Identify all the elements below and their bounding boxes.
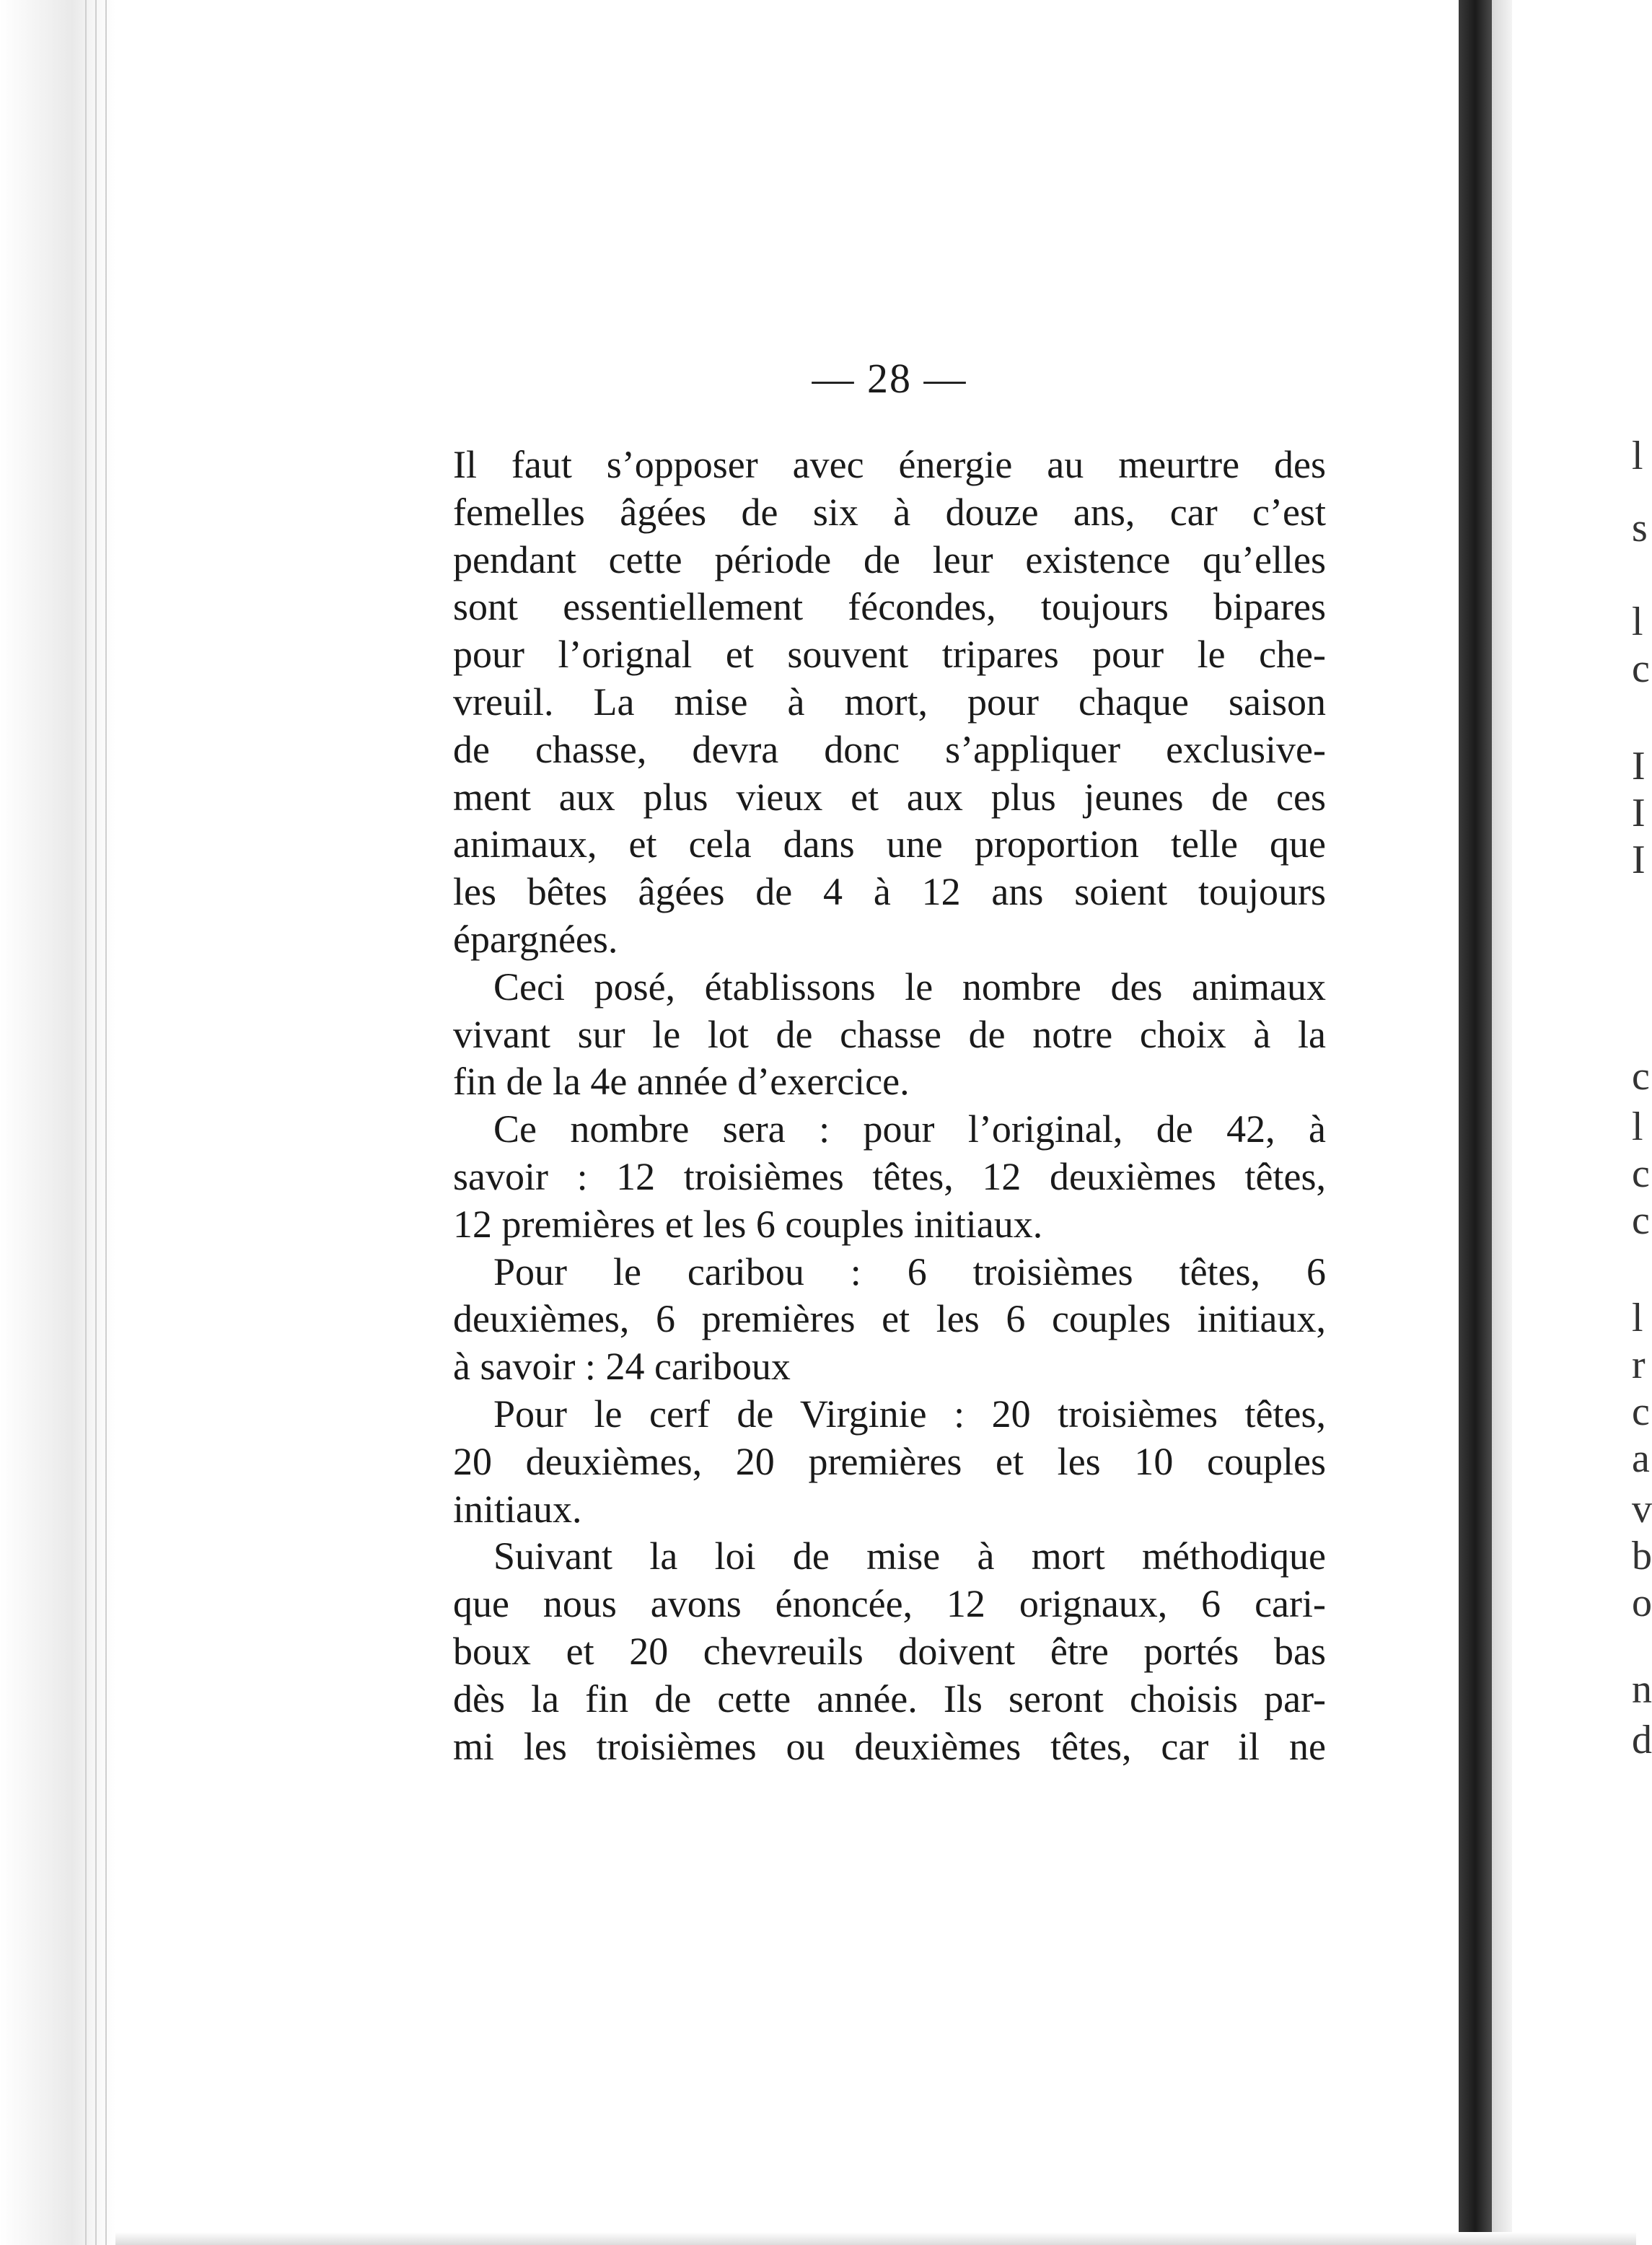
text-line: les bêtes âgées de 4 à 12 ans soient toujours [453,870,1326,914]
facing-page-fragment: l [1632,599,1643,644]
facing-page-fragment: I [1632,791,1646,835]
paragraph [453,441,1326,964]
paragraph [453,964,1326,1106]
text-line: vreuil. La mise à mort, pour chaque saison [453,680,1326,724]
paragraph [453,1249,1326,1391]
facing-page-fragment: c [1632,1151,1650,1196]
facing-page-fragment: d [1632,1718,1652,1762]
text-line: femelles âgées de six à douze ans, car c’est [453,490,1326,534]
text-line: savoir : 12 troisièmes têtes, 12 deuxièmes têtes, [453,1154,1326,1198]
facing-page-fragment: b [1632,1534,1652,1578]
facing-page-fragment: c [1632,1198,1650,1243]
facing-page-fragment: s [1632,506,1648,550]
text-line: épargnées. [453,917,618,961]
facing-page-fragment: a [1632,1436,1650,1481]
paragraph [453,1106,1326,1248]
page-content [453,353,1326,1770]
facing-page-fragment: I [1632,744,1646,788]
facing-page-fragment: r [1632,1343,1646,1387]
page-bottom-edge [115,2232,1636,2245]
facing-page-fragment: l [1632,1296,1643,1340]
text-line: ment aux plus vieux et aux plus jeunes de ces [453,775,1326,819]
facing-page-fragment: n [1632,1667,1652,1712]
gutter [1492,0,1512,2245]
text-line: de chasse, devra donc s’appliquer exclusive- [453,727,1326,771]
facing-page-fragment: l [1632,434,1643,478]
text-line: Pour le caribou : 6 troisièmes têtes, 6 [493,1249,1326,1293]
page-edge-line [95,0,97,2245]
text-line: Ceci posé, établissons le nombre des animaux [493,965,1326,1009]
facing-page-text [1516,0,1652,2245]
text-line: pour l’orignal et souvent tripares pour le che- [453,633,1326,677]
facing-page-fragment: c [1632,1389,1650,1434]
text-line: sont essentiellement fécondes, toujours bipares [453,585,1326,629]
facing-page-edge [1459,0,1652,2245]
page-edge-line [105,0,107,2245]
paragraph [453,1533,1326,1770]
text-line: deuxièmes, 6 premières et les 6 couples initiaux, [453,1297,1326,1341]
binding-shadow [1459,0,1492,2245]
text-line: mi les troisièmes ou deuxièmes têtes, car il ne [453,1724,1326,1768]
text-line: animaux, et cela dans une proportion telle que [453,822,1326,866]
page-number: — 28 — [812,355,967,402]
text-line: Il faut s’opposer avec énergie au meurtre des [453,443,1326,486]
text-line: Suivant la loi de mise à mort méthodique [493,1534,1326,1578]
left-page-edge [0,0,115,2245]
facing-page-fragment: l [1632,1104,1643,1149]
facing-page-fragment: o [1632,1581,1652,1625]
text-line: vivant sur le lot de chasse de notre choix à la [453,1012,1326,1056]
text-line: dès la fin de cette année. Ils seront choisis par- [453,1677,1326,1721]
facing-page-fragment: I [1632,838,1646,882]
text-line: initiaux. [453,1487,582,1531]
facing-page-fragment: v [1632,1487,1652,1532]
page-edge-line [85,0,87,2245]
text-line: Ce nombre sera : pour l’original, de 42, à [493,1107,1326,1151]
text-line: Pour le cerf de Virginie : 20 troisièmes têtes, [493,1392,1326,1436]
text-line: pendant cette période de leur existence qu’elles [453,537,1326,581]
facing-page-fragment: c [1632,1054,1650,1099]
text-line: boux et 20 chevreuils doivent être portés bas [453,1629,1326,1673]
text-line: fin de la 4e année d’exercice. [453,1060,910,1104]
text-line: à savoir : 24 cariboux [453,1345,791,1389]
text-line: 12 premières et les 6 couples initiaux. [453,1202,1043,1246]
facing-page-fragment: c [1632,646,1650,691]
paragraph [453,1391,1326,1533]
text-line: que nous avons énoncée, 12 orignaux, 6 cari- [453,1582,1326,1626]
text-line: 20 deuxièmes, 20 premières et les 10 couples [453,1439,1326,1483]
